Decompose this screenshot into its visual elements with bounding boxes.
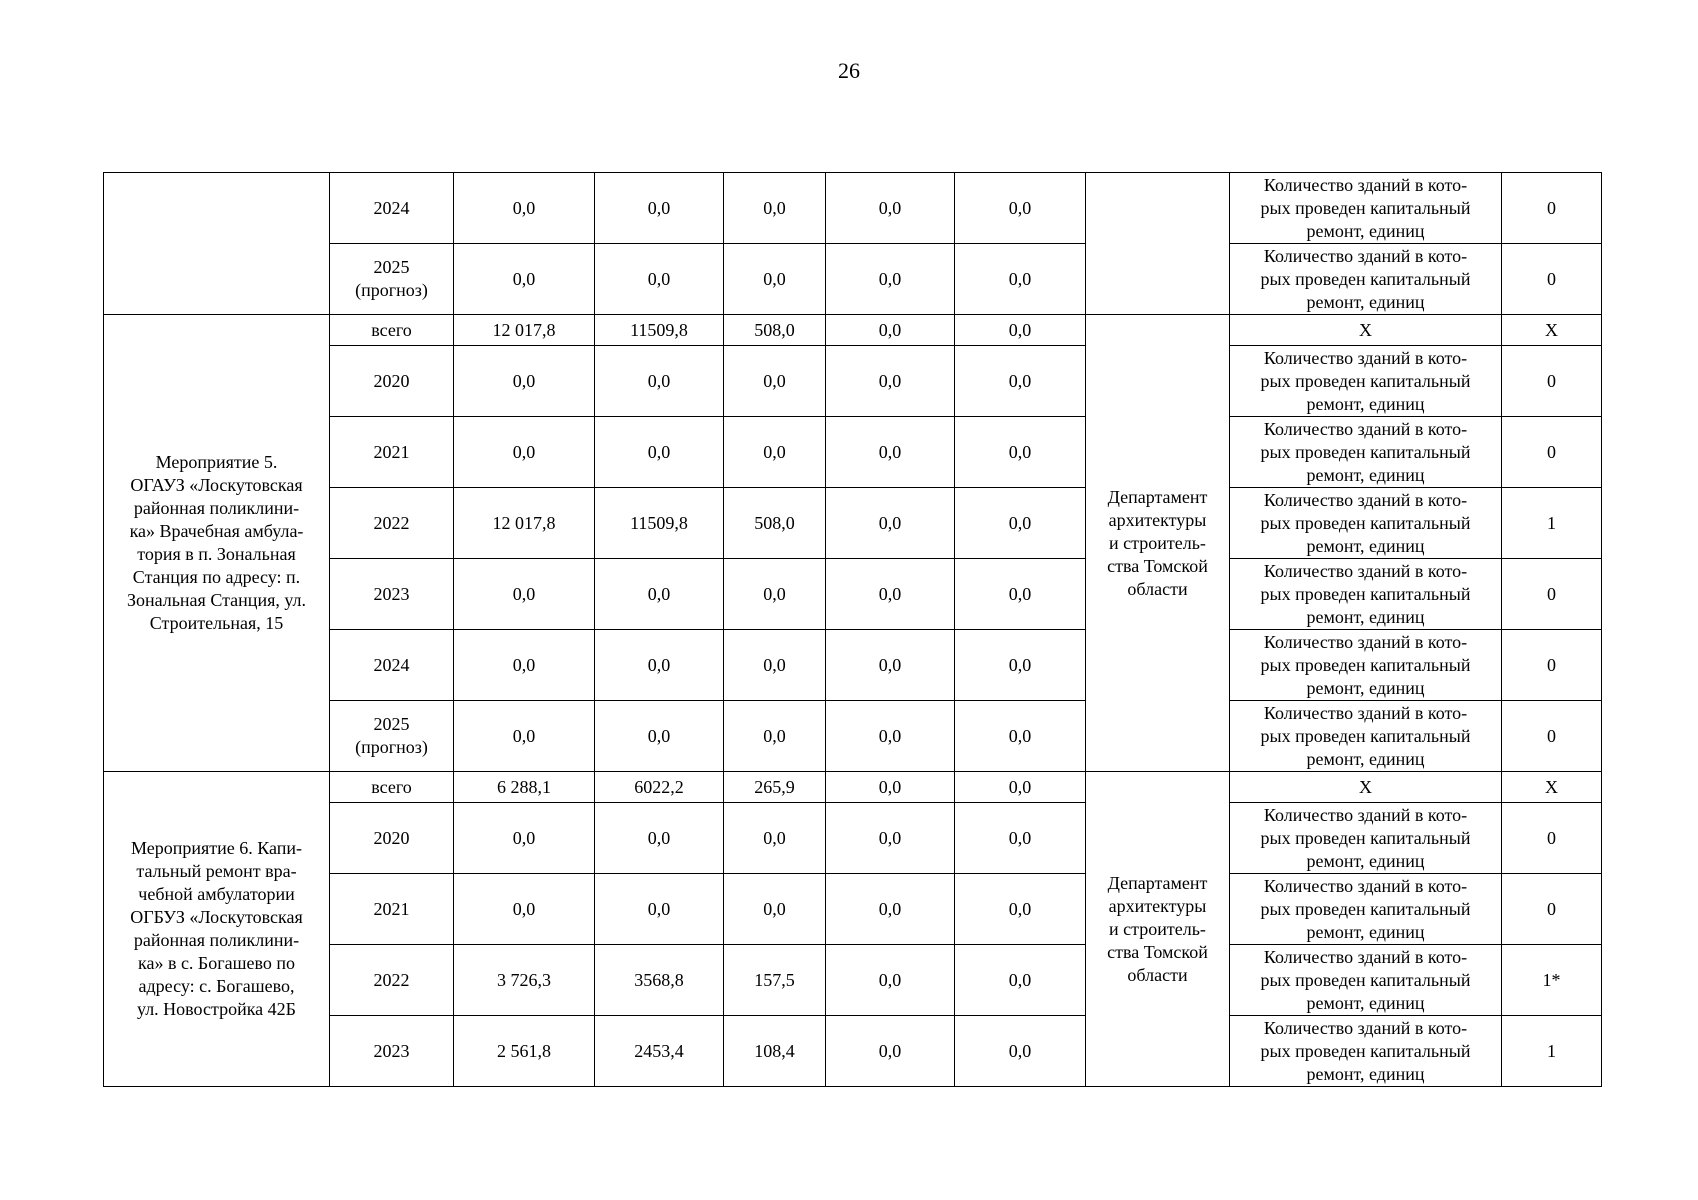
regional-budget-cell: 265,9 — [724, 772, 826, 803]
federal-budget-cell: 0,0 — [595, 874, 724, 945]
indicator-name-cell: Количество зданий в кото- рых проведен капитальный ремонт, единиц — [1230, 244, 1502, 315]
table-row — [104, 315, 1602, 346]
regional-budget-cell: 0,0 — [724, 559, 826, 630]
total-funding-cell: 6 288,1 — [454, 772, 595, 803]
local-budget-cell: 0,0 — [826, 488, 955, 559]
indicator-name-cell: Количество зданий в кото- рых проведен капитальный ремонт, единиц — [1230, 945, 1502, 1016]
year-cell: 2023 — [330, 1016, 454, 1087]
other-sources-cell: 0,0 — [955, 488, 1086, 559]
indicator-name-cell: Количество зданий в кото- рых проведен капитальный ремонт, единиц — [1230, 488, 1502, 559]
table-body — [104, 173, 1602, 1087]
total-funding-cell: 0,0 — [454, 630, 595, 701]
funding-table — [103, 172, 1602, 1087]
total-funding-cell: 3 726,3 — [454, 945, 595, 1016]
executor-cell: Департамент архитектуры и строитель- ства Томской области — [1086, 315, 1230, 772]
regional-budget-cell: 0,0 — [724, 803, 826, 874]
regional-budget-cell: 0,0 — [724, 346, 826, 417]
event-name-cell: Мероприятие 6. Капи- тальный ремонт вра- чебной амбулатории ОГБУЗ «Лоскутовская районная поликлини- ка» в с. Богашево по адресу: с. Богашево, ул. Новостройка 42Б — [104, 772, 330, 1087]
year-cell: 2025 (прогноз) — [330, 701, 454, 772]
total-funding-cell: 0,0 — [454, 874, 595, 945]
local-budget-cell: 0,0 — [826, 630, 955, 701]
other-sources-cell: 0,0 — [955, 1016, 1086, 1087]
federal-budget-cell: 6022,2 — [595, 772, 724, 803]
regional-budget-cell: 157,5 — [724, 945, 826, 1016]
other-sources-cell: 0,0 — [955, 346, 1086, 417]
federal-budget-cell: 0,0 — [595, 346, 724, 417]
federal-budget-cell: 3568,8 — [595, 945, 724, 1016]
indicator-value-cell: Х — [1502, 772, 1602, 803]
year-cell: 2021 — [330, 874, 454, 945]
local-budget-cell: 0,0 — [826, 701, 955, 772]
indicator-value-cell: 0 — [1502, 803, 1602, 874]
year-cell: 2022 — [330, 488, 454, 559]
indicator-name-cell: Количество зданий в кото- рых проведен капитальный ремонт, единиц — [1230, 630, 1502, 701]
local-budget-cell: 0,0 — [826, 244, 955, 315]
year-cell: 2024 — [330, 630, 454, 701]
executor-cell — [1086, 173, 1230, 315]
year-cell: 2025 (прогноз) — [330, 244, 454, 315]
indicator-value-cell: 0 — [1502, 417, 1602, 488]
indicator-value-cell: 0 — [1502, 346, 1602, 417]
year-cell: 2024 — [330, 173, 454, 244]
regional-budget-cell: 0,0 — [724, 173, 826, 244]
indicator-name-cell: Количество зданий в кото- рых проведен капитальный ремонт, единиц — [1230, 874, 1502, 945]
other-sources-cell: 0,0 — [955, 874, 1086, 945]
indicator-value-cell: 0 — [1502, 173, 1602, 244]
other-sources-cell: 0,0 — [955, 417, 1086, 488]
indicator-name-cell: Х — [1230, 772, 1502, 803]
other-sources-cell: 0,0 — [955, 945, 1086, 1016]
local-budget-cell: 0,0 — [826, 559, 955, 630]
indicator-name-cell: Х — [1230, 315, 1502, 346]
federal-budget-cell: 0,0 — [595, 803, 724, 874]
year-cell: 2021 — [330, 417, 454, 488]
federal-budget-cell: 0,0 — [595, 417, 724, 488]
total-funding-cell: 12 017,8 — [454, 315, 595, 346]
other-sources-cell: 0,0 — [955, 803, 1086, 874]
regional-budget-cell: 0,0 — [724, 630, 826, 701]
indicator-name-cell: Количество зданий в кото- рых проведен капитальный ремонт, единиц — [1230, 559, 1502, 630]
regional-budget-cell: 508,0 — [724, 488, 826, 559]
total-funding-cell: 0,0 — [454, 244, 595, 315]
indicator-value-cell: 0 — [1502, 701, 1602, 772]
indicator-value-cell: 0 — [1502, 874, 1602, 945]
indicator-name-cell: Количество зданий в кото- рых проведен капитальный ремонт, единиц — [1230, 1016, 1502, 1087]
total-funding-cell: 0,0 — [454, 417, 595, 488]
local-budget-cell: 0,0 — [826, 417, 955, 488]
other-sources-cell: 0,0 — [955, 315, 1086, 346]
other-sources-cell: 0,0 — [955, 772, 1086, 803]
total-funding-cell: 12 017,8 — [454, 488, 595, 559]
local-budget-cell: 0,0 — [826, 874, 955, 945]
indicator-name-cell: Количество зданий в кото- рых проведен капитальный ремонт, единиц — [1230, 173, 1502, 244]
indicator-name-cell: Количество зданий в кото- рых проведен капитальный ремонт, единиц — [1230, 701, 1502, 772]
other-sources-cell: 0,0 — [955, 630, 1086, 701]
other-sources-cell: 0,0 — [955, 173, 1086, 244]
regional-budget-cell: 0,0 — [724, 417, 826, 488]
indicator-name-cell: Количество зданий в кото- рых проведен капитальный ремонт, единиц — [1230, 346, 1502, 417]
federal-budget-cell: 0,0 — [595, 244, 724, 315]
local-budget-cell: 0,0 — [826, 803, 955, 874]
indicator-value-cell: Х — [1502, 315, 1602, 346]
local-budget-cell: 0,0 — [826, 346, 955, 417]
regional-budget-cell: 508,0 — [724, 315, 826, 346]
federal-budget-cell: 11509,8 — [595, 488, 724, 559]
federal-budget-cell: 0,0 — [595, 173, 724, 244]
other-sources-cell: 0,0 — [955, 701, 1086, 772]
indicator-value-cell: 0 — [1502, 244, 1602, 315]
year-cell: 2020 — [330, 803, 454, 874]
federal-budget-cell: 0,0 — [595, 701, 724, 772]
total-funding-cell: 0,0 — [454, 803, 595, 874]
year-cell: 2020 — [330, 346, 454, 417]
event-name-cell: Мероприятие 5. ОГАУЗ «Лоскутовская районная поликлини- ка» Врачебная амбула- тория в п. Зональная Станция по адресу: п. Зональная Станция, ул. Строительная, 15 — [104, 315, 330, 772]
local-budget-cell: 0,0 — [826, 315, 955, 346]
indicator-value-cell: 1 — [1502, 1016, 1602, 1087]
indicator-value-cell: 1* — [1502, 945, 1602, 1016]
local-budget-cell: 0,0 — [826, 945, 955, 1016]
year-cell: 2022 — [330, 945, 454, 1016]
table-row — [104, 772, 1602, 803]
total-funding-cell: 0,0 — [454, 173, 595, 244]
total-funding-cell: 0,0 — [454, 346, 595, 417]
total-funding-cell: 2 561,8 — [454, 1016, 595, 1087]
year-cell: всего — [330, 772, 454, 803]
table-row — [104, 173, 1602, 244]
indicator-name-cell: Количество зданий в кото- рых проведен капитальный ремонт, единиц — [1230, 803, 1502, 874]
year-cell: всего — [330, 315, 454, 346]
other-sources-cell: 0,0 — [955, 244, 1086, 315]
regional-budget-cell: 0,0 — [724, 874, 826, 945]
indicator-value-cell: 0 — [1502, 630, 1602, 701]
local-budget-cell: 0,0 — [826, 173, 955, 244]
local-budget-cell: 0,0 — [826, 772, 955, 803]
executor-cell: Департамент архитектуры и строитель- ства Томской области — [1086, 772, 1230, 1087]
total-funding-cell: 0,0 — [454, 701, 595, 772]
local-budget-cell: 0,0 — [826, 1016, 955, 1087]
indicator-value-cell: 1 — [1502, 488, 1602, 559]
federal-budget-cell: 0,0 — [595, 559, 724, 630]
event-name-cell — [104, 173, 330, 315]
regional-budget-cell: 108,4 — [724, 1016, 826, 1087]
regional-budget-cell: 0,0 — [724, 701, 826, 772]
federal-budget-cell: 2453,4 — [595, 1016, 724, 1087]
indicator-value-cell: 0 — [1502, 559, 1602, 630]
year-cell: 2023 — [330, 559, 454, 630]
federal-budget-cell: 0,0 — [595, 630, 724, 701]
indicator-name-cell: Количество зданий в кото- рых проведен капитальный ремонт, единиц — [1230, 417, 1502, 488]
other-sources-cell: 0,0 — [955, 559, 1086, 630]
page-number: 26 — [838, 58, 860, 83]
total-funding-cell: 0,0 — [454, 559, 595, 630]
regional-budget-cell: 0,0 — [724, 244, 826, 315]
federal-budget-cell: 11509,8 — [595, 315, 724, 346]
